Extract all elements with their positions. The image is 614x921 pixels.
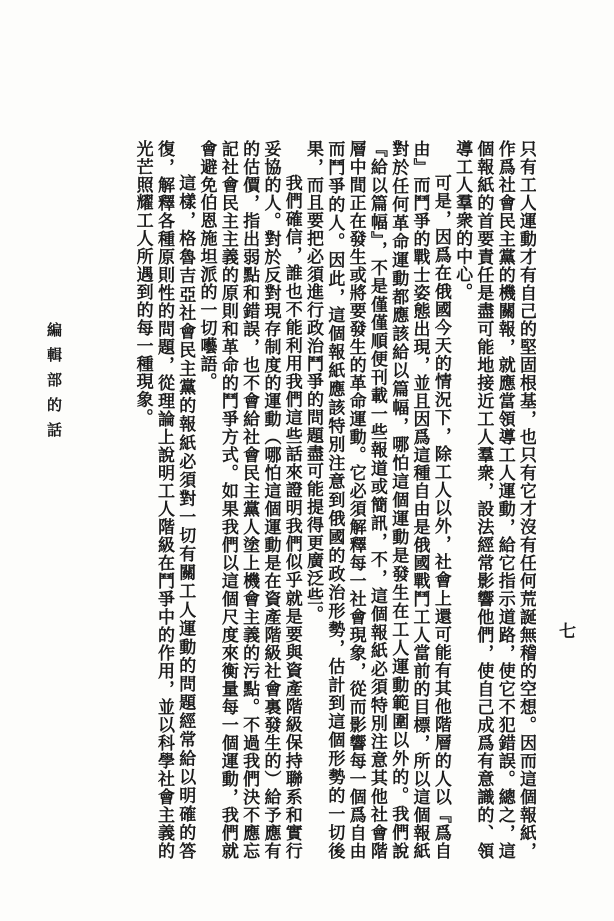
paragraph-2: 可是，因爲在俄國今天的情況下，除工人以外，社會上還可能有其他階層的人以『爲自由』而鬥爭的戰士姿態出現，並且因爲這種自由是俄國戰鬥工人當前的目標，所以這個報紙對於任何革命運動都應該給以篇幅，哪怕這個運動是發生在工人運動範圍以外的。我們說『給以篇幅』，不是僅僅順便刊載一些報道或簡訊，不，這個報紙必須特別注意其他社會階層中間正在發生或將要發生的革命運動。它必須解釋每一社會現象，從而影響每一個爲自由而鬥爭的人。因此，這個報紙應該特別注意到俄國的政治形勢，估計到這個形勢的一切後果，而且要把必須進行政治鬥爭的問題盡可能提得更廣泛些。 (303, 140, 451, 860)
body-text (78, 140, 536, 860)
paragraph-4: 這樣，格魯吉亞社會民主黨的報紙必須對一切有關工人運動的問題經常給以明確的答復，解釋各種原則性的問題，從理論上說明工人階級在鬥爭中的作用，並以科學社會主義的光芒照耀工人所遇到的每一種現象。 (132, 140, 196, 860)
page-number: 七 (555, 622, 575, 639)
running-head: 編輯部的話 (45, 322, 63, 447)
paragraph-1: 只有工人運動才有自己的堅固根基，也只有它才沒有任何荒誕無稽的空想。因而這個報紙，作爲社會民主黨的機關報，就應當領導工人運動，給它指示道路，使它不犯錯誤。總之，這個報紙的首要責任是盡可能地接近工人羣衆，設法經常影響他們，使自己成爲有意識的、領導工人羣衆的中心。 (452, 140, 536, 860)
paragraph-3: 我們確信，誰也不能利用我們這些話來證明我們似乎就是要與資產階級保持聯系和實行妥協的人。對於反對現存制度的運動（哪怕這個運動是在資產階級社會裏發生的）給予應有的估價，指出弱點和錯誤，也不會給社會民主黨人塗上機會主義的污點。不過我們決不應忘記社會民主主義的原則和革命的鬥爭方式。如果我們以這個尺度來衡量每一個運動，我們就會避免伯恩施坦派的一切囈語。 (196, 140, 302, 860)
